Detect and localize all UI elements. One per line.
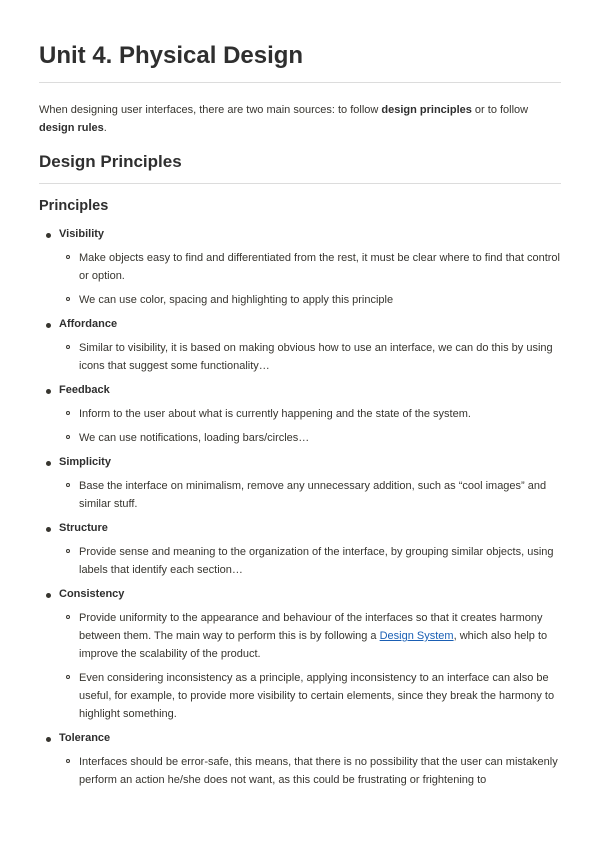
intro-bold-design-principles: design principles: [381, 104, 472, 116]
principles-list: [39, 225, 561, 789]
title-divider: [39, 82, 561, 83]
principle-title: Visibility: [59, 228, 105, 240]
list-item: We can use color, spacing and highlighting to apply this principle: [59, 291, 561, 309]
intro-text-2: or to follow: [471, 104, 529, 116]
principle-title: Simplicity: [59, 456, 111, 468]
principle-details: [59, 477, 561, 513]
principle-title: Tolerance: [59, 732, 111, 744]
list-item: Similar to visibility, it is based on making obvious how to use an interface, we can do this by using icons that suggest some functionality…: [59, 339, 561, 375]
principle-visibility: [39, 225, 561, 309]
principle-title: Affordance: [59, 318, 118, 330]
section-divider: [39, 183, 561, 184]
design-system-link[interactable]: Design System: [379, 630, 454, 642]
page-title: Unit 4. Physical Design: [39, 42, 304, 69]
list-item: We can use notifications, loading bars/circles…: [59, 429, 561, 447]
list-item-text: Provide uniformity to the appearance and behaviour of the interfaces so that it creates harmony between them. The main way to perform this is by following a: [79, 612, 543, 642]
list-item: [59, 609, 561, 663]
principle-title: Feedback: [59, 384, 110, 396]
principle-details: [59, 543, 561, 579]
principle-title: Consistency: [59, 588, 125, 600]
intro-paragraph: [39, 101, 561, 137]
list-item: Interfaces should be error-safe, this means, that there is no possibility that the user can mistakenly perform an action he/she does not want, as this could be frustrating or frightening to: [59, 753, 561, 789]
principle-tolerance: [39, 729, 561, 789]
principle-details: [59, 753, 561, 789]
principle-details: [59, 609, 561, 723]
principle-structure: [39, 519, 561, 579]
principle-details: [59, 249, 561, 309]
list-item: Provide sense and meaning to the organization of the interface, by grouping similar objects, using labels that identify each section…: [59, 543, 561, 579]
principle-details: [59, 405, 561, 447]
list-item: Inform to the user about what is currently happening and the state of the system.: [59, 405, 561, 423]
principle-consistency: [39, 585, 561, 723]
list-item: Base the interface on minimalism, remove any unnecessary addition, such as “cool images” and similar stuff.: [59, 477, 561, 513]
intro-bold-design-rules: design rules: [39, 122, 104, 134]
principle-details: [59, 339, 561, 375]
list-item: Even considering inconsistency as a principle, applying inconsistency to an interface can also be useful, for example, to provide more visibility to certain elements, since they break the harmony to highlight something.: [59, 669, 561, 723]
intro-text-3: .: [103, 122, 107, 134]
list-item: Make objects easy to find and differentiated from the rest, it must be clear where to find that control or option.: [59, 249, 561, 285]
principle-title: Structure: [59, 522, 108, 534]
section-heading-design-principles: Design Principles: [39, 152, 182, 171]
principle-affordance: [39, 315, 561, 375]
principle-simplicity: [39, 453, 561, 513]
intro-text-1: When designing user interfaces, there are two main sources: to follow: [39, 104, 382, 116]
list-item-text: , which also help to improve the scalability of the product.: [79, 630, 548, 660]
principle-feedback: [39, 381, 561, 447]
subsection-heading-principles: Principles: [39, 198, 109, 214]
